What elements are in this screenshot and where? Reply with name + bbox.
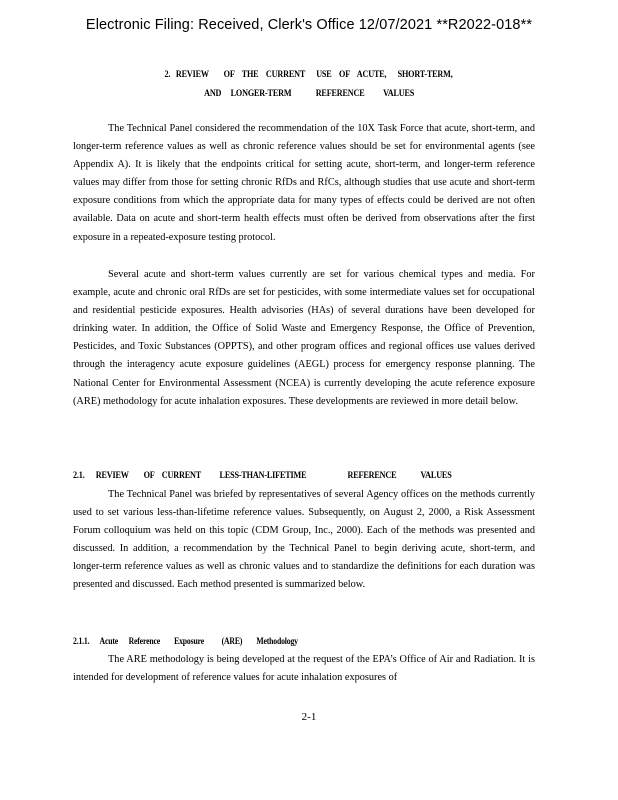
paragraph-are-methodology: The ARE methodology is being developed at the request of the EPA’s Office of Air and Radiation. It is intended for development of reference values for acute inhalation exposures of: [73, 654, 535, 684]
electronic-filing-header: Electronic Filing: Received, Clerk's Office 12/07/2021 **R2022-018**: [85, 17, 533, 33]
section-2-heading-line1-text: 2. REVIEW OF THE CURRENT USE OF ACUTE, SHORT-TERM,: [164, 70, 454, 80]
section-2-heading-line1: [0, 70, 618, 80]
section-2-heading-line2-text: AND LONGER-TERM REFERENCE VALUES: [203, 89, 415, 99]
paragraph-acute-values-currently-set: Several acute and short-term values currently are set for various chemical types and media. For example, acute and chronic oral RfDs are set for pesticides, with some intermediate values set for occupational and residential pesticide exposures. Health advisories (HAs) of several durations have been developed for drinking water. In addition, the Office of Solid Waste and Emergency Response, the Office of Prevention, Pesticides, and Toxic Substances (OPPTS), and other program offices and regional offices use values derived through the interagency acute exposure guidelines (AEGL) process for emergency response planning. The National Center for Environmental Assessment (NCEA) is currently developing the acute reference exposure (ARE) methodology for acute inhalation exposures. These developments are reviewed in more detail below.: [73, 269, 535, 407]
page-number: 2-1: [301, 711, 317, 723]
section-2-1-1-heading: 2.1.1. Acute Reference Exposure (ARE) Methodology: [73, 636, 298, 646]
paragraph-technical-panel-briefed: The Technical Panel was briefed by representatives of several Agency offices on the methods currently used to set various less-than-lifetime reference values. Subsequently, on August 2, 2000, a Risk Assessment Forum colloquium was held on this topic (CDM Group, Inc., 2000). Each of the methods was presented and discussed. In addition, a recommendation by the Technical Panel to begin deriving acute, short-term, and longer-term reference values as well as chronic values and to standardize the definitions for each duration was presented and discussed. Each method presented is summarized below.: [73, 489, 535, 591]
paragraph-technical-panel-recommendation: The Technical Panel considered the recommendation of the 10X Task Force that acute, short-term, and longer-term reference values as well as chronic reference values should be set for environmental agents (see Appendix A). It is likely that the endpoints critical for setting acute, short-term, and longer-term reference values may differ from those for setting chronic RfDs and RfCs, although studies that use acute and short-term exposure conditions from which the appropriate data for many types of effects could be derived are not often available. Data on acute and short-term health effects must often be derived from observations after the first exposure in a repeated-exposure testing protocol.: [73, 123, 535, 243]
section-2-heading-line2: [0, 89, 618, 99]
section-2-1-heading: 2.1. REVIEW OF CURRENT LESS-THAN-LIFETIME REFERENCE VALUES: [73, 471, 452, 481]
